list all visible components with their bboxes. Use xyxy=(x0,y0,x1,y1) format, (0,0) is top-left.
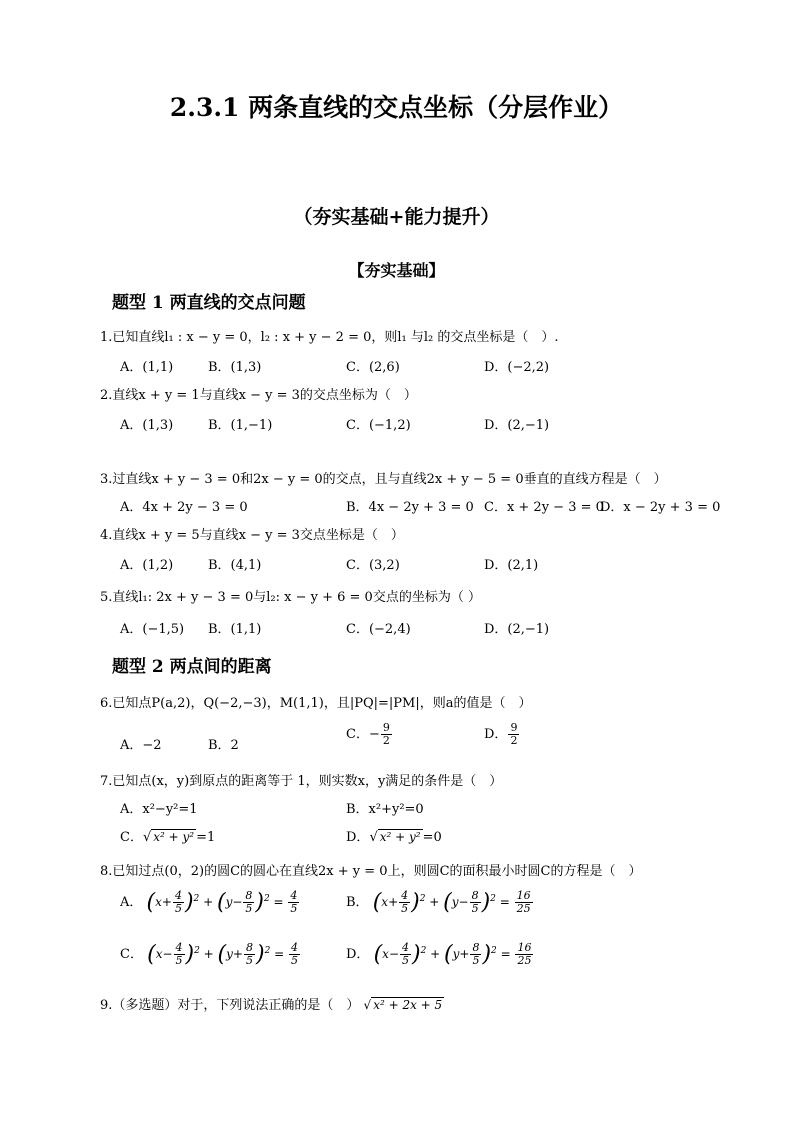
q5-option-b: B．(1,1) xyxy=(208,622,262,637)
q5-option-a: A．(−1,5) xyxy=(120,622,185,637)
q6-option-a: A．−2 xyxy=(120,738,162,753)
page-title: 2.3.1 两条直线的交点坐标（分层作业） xyxy=(169,93,624,122)
q1-option-d: D．(−2,2) xyxy=(484,360,550,375)
q6-c-numerator: 9 xyxy=(382,721,390,734)
question-9-stem: 9.（多选题）对于，下列说法正确的是（ ） xyxy=(100,998,360,1013)
q6-d-denominator: 2 xyxy=(510,734,518,747)
q7-option-a: A．x²−y²=1 xyxy=(120,802,198,817)
q3-option-a: A．4x + 2y − 3 = 0 xyxy=(120,500,248,515)
question-7-stem: 7.已知点(x，y)到原点的距离等于 1，则实数x，y满足的条件是（ ） xyxy=(100,774,503,789)
q6-option-c-fraction xyxy=(381,722,392,747)
q7-option-d: D．√ x² + y² =0 xyxy=(346,830,442,845)
q6-option-b: B．2 xyxy=(208,738,239,753)
question-4-stem: 4.直线x + y = 5与直线x − y = 3交点坐标是（ ） xyxy=(100,528,404,543)
q8-b-equation: (x+ $\frac{4}{5}$ )$^2$ + (y− $\frac{8}{5}$ )$^2$ = $\frac{16}{25}$ xyxy=(372,889,531,915)
q5-option-d: D．(2,−1) xyxy=(484,622,550,637)
question-9 xyxy=(100,994,444,1013)
q8-option-a xyxy=(120,890,300,915)
q6-option-d xyxy=(484,722,520,747)
section-heading: 【夯实基础】 xyxy=(348,261,445,280)
q7-option-c: C．√ x² + y² =1 xyxy=(120,830,216,845)
q8-option-c-prefix: C． xyxy=(120,947,143,962)
q4-option-d: D．(2,1) xyxy=(484,558,539,573)
q8-option-b-prefix: B． xyxy=(346,895,369,910)
type-heading-1: 题型 1 两直线的交点问题 xyxy=(112,293,306,313)
q6-d-numerator: 9 xyxy=(510,721,518,734)
q2-option-d: D．(2,−1) xyxy=(484,418,550,433)
q8-option-c xyxy=(120,942,301,967)
question-6-stem: 6.已知点P(a,2)，Q(−2,−3)，M(1,1)，且|PQ|=|PM|，则a的值是（ ） xyxy=(100,696,532,711)
question-2-stem: 2.直线x + y = 1与直线x − y = 3的交点坐标为（ ） xyxy=(100,388,417,403)
q7-option-d-prefix: D． xyxy=(346,830,370,845)
q4-option-b: B．(4,1) xyxy=(208,558,262,573)
q7-option-c-prefix: C． xyxy=(120,830,143,845)
q2-option-a: A．(1,3) xyxy=(120,418,174,433)
q6-option-d-prefix: D． xyxy=(484,727,508,742)
question-1-stem: 1.已知直线l₁ : x − y = 0，l₂ : x + y − 2 = 0，则l₁ 与l₂ 的交点坐标是（ ）. xyxy=(100,330,559,345)
q6-option-c xyxy=(346,722,393,747)
question-8-stem: 8.已知过点(0，2)的圆C的圆心在直线2x + y = 0上，则圆C的面积最小时圆C的方程是（ ） xyxy=(100,864,642,879)
q3-option-b: B．4x − 2y + 3 = 0 xyxy=(346,500,474,515)
q7-c-radicand: x² + y² xyxy=(153,830,195,844)
q8-a-equation: (x+ $\frac{4}{5}$ )$^2$ + (y− $\frac{8}{5}$ )$^2$ = $\frac{4}{5}$ xyxy=(146,889,298,915)
q9-expression: √ x² + 2x + 5 xyxy=(363,998,443,1012)
q1-option-a: A．(1,1) xyxy=(120,360,174,375)
q4-option-a: A．(1,2) xyxy=(120,558,174,573)
question-5-stem: 5.直线l₁: 2x + y − 3 = 0与l₂: x − y + 6 = 0交点的坐标为（ ） xyxy=(100,590,481,605)
q1-option-b: B．(1,3) xyxy=(208,360,262,375)
q6-option-d-fraction xyxy=(508,722,519,747)
q8-option-b xyxy=(346,890,534,915)
q5-option-c: C．(−2,4) xyxy=(346,622,411,637)
q8-option-d xyxy=(346,942,534,967)
q3-option-c: C．x + 2y − 3 = 0 xyxy=(484,500,604,515)
type-heading-2: 题型 2 两点间的距离 xyxy=(112,657,272,677)
q7-d-radicand: x² + y² xyxy=(379,830,421,844)
q7-option-b: B．x²+y²=0 xyxy=(346,802,424,817)
q2-option-c: C．(−1,2) xyxy=(346,418,411,433)
q8-d-equation: (x− $\frac{4}{5}$ )$^2$ + (y+ $\frac{8}{5}$ )$^2$ = $\frac{16}{25}$ xyxy=(373,941,532,967)
q7-c-rhs: =1 xyxy=(196,830,216,845)
q8-option-d-prefix: D． xyxy=(346,947,370,962)
question-3-stem: 3.过直线x + y − 3 = 0和2x − y = 0的交点，且与直线2x + y − 5 = 0垂直的直线方程是（ ） xyxy=(100,472,667,487)
page-subtitle: （夯实基础+能力提升） xyxy=(293,206,500,228)
q6-option-c-prefix: C．− xyxy=(346,727,380,742)
q3-option-d: D．x − 2y + 3 = 0 xyxy=(600,500,721,515)
q8-option-a-prefix: A． xyxy=(120,895,143,910)
q4-option-c: C．(3,2) xyxy=(346,558,400,573)
q1-option-c: C．(2,6) xyxy=(346,360,400,375)
q9-radicand: x² + 2x + 5 xyxy=(373,998,443,1012)
q7-d-rhs: =0 xyxy=(422,830,442,845)
q6-c-denominator: 2 xyxy=(382,734,390,747)
q8-c-equation: (x− $\frac{4}{5}$ )$^2$ + (y+ $\frac{8}{5}$ )$^2$ = $\frac{4}{5}$ xyxy=(147,941,298,967)
q2-option-b: B．(1,−1) xyxy=(208,418,273,433)
